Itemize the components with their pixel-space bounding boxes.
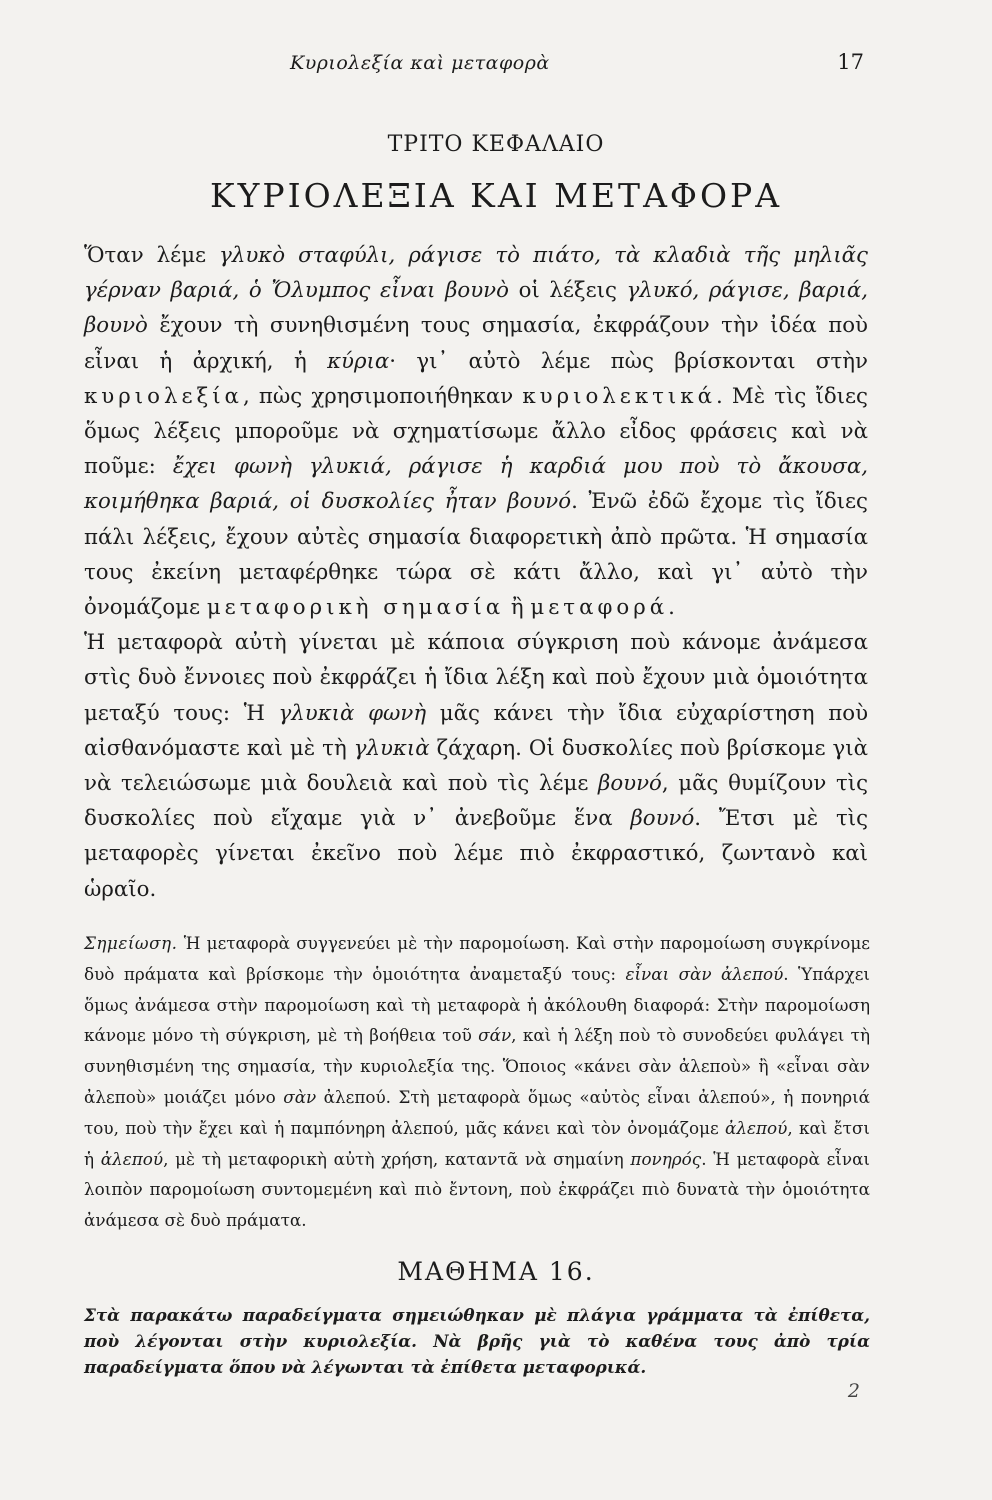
italic-span: σὰν bbox=[283, 1086, 317, 1107]
text-span: οἱ λέξεις bbox=[508, 278, 627, 304]
text-span: , καὶ ἔτσι ἡ bbox=[84, 1117, 870, 1169]
italic-span: πονηρός bbox=[630, 1148, 702, 1169]
note-label: Σημείωση. bbox=[84, 933, 178, 953]
text-span: . Ἐνῶ ἐδῶ ἔχομε τὶς ἴδιες πάλι λέξεις, ἔχουν αὐτὲς σημασία διαφορετικὴ ἀπὸ πρῶτα. Ἡ σημασία τους ἐκείνη μεταφέρθηκε τώρα σὲ κάτι ἄλλο, καὶ γι᾿ αὐτὸ τὴν ὀνομάζομε bbox=[84, 489, 868, 621]
italic-span: γλυκιὰ φωνὴ bbox=[278, 700, 427, 726]
italic-span: ἀλεπού bbox=[100, 1148, 164, 1169]
text-span: , πὼς χρησιμοποιήθηκαν bbox=[242, 383, 523, 409]
italic-span: βουνό bbox=[598, 771, 662, 797]
text-span: . Ἡ μεταφορὰ εἶναι λοιπὸν παρομοίωση συντομεμένη καὶ πιὸ ἔντονη, ποὺ ἐκφράζει πιὸ δυνατὰ τὴν ὁμοιότητα ἀνάμεσα σὲ δυὸ πράματα. bbox=[84, 1148, 870, 1231]
spaced-term: κυριολεκτικά bbox=[522, 383, 716, 409]
italic-span: εἶναι σὰν ἀλεπού bbox=[625, 963, 784, 984]
text-span: μᾶς κάνει τὴν ἴδια εὐχαρίστηση ποὺ αἰσθανόμαστε καὶ μὲ τὴ bbox=[84, 700, 869, 761]
note bbox=[84, 928, 870, 1236]
text-span: · γι᾿ αὐτὸ λέμε πὼς βρίσκονται στὴν bbox=[389, 348, 868, 374]
spaced-term: μεταφορικὴ σημασία bbox=[206, 595, 505, 621]
page-number: 17 bbox=[837, 50, 864, 74]
paragraph-2 bbox=[84, 625, 868, 907]
italic-span: ἀλεπού bbox=[725, 1117, 788, 1138]
italic-span: βουνό bbox=[630, 806, 695, 832]
italic-span: γλυκό, ράγισε, βαριά, βουνὸ bbox=[84, 278, 868, 339]
running-head: Κυριολεξία καὶ μεταφορὰ bbox=[290, 52, 550, 74]
text-span: , καὶ ἡ λέξη ποὺ τὸ συνοδεύει φυλάγει τὴ συνηθισμένη της σημασία, τὴν κυριολεξία της. Ὅποιος «κάνει σὰν ἀλεποὺ» ἢ «εἶναι σὰν ἀλεποὺ» μοιάζει μόνο bbox=[84, 1025, 870, 1107]
paragraph-1 bbox=[84, 238, 868, 625]
italic-span: ἔχει φωνὴ γλυκιά, ράγισε ἡ καρδιά μου ποὺ τὸ ἄκουσα, κοιμήθηκα βαριά, οἱ δυσκολίες ἦταν βουνό bbox=[84, 454, 868, 515]
text-span: Ὅταν λέμε bbox=[84, 243, 220, 268]
spaced-term: κυριολεξία bbox=[84, 383, 243, 409]
text-span: ζάχαρη. Οἱ δυσκολίες ποὺ βρίσκομε γιὰ νὰ τελειώσωμε μιὰ δουλειὰ καὶ ποὺ τὶς λέμε bbox=[84, 735, 869, 797]
text-span: , μὲ τὴ μεταφορικὴ αὐτὴ χρήση, καταντᾶ νὰ σημαίνη bbox=[163, 1148, 631, 1169]
text-span: Ἡ μεταφορὰ συγγενεύει μὲ τὴν παρομοίωση. Καὶ στὴν παρομοίωση συγκρίνομε δυὸ πράματα καὶ βρίσκομε τὴν ὁμοιότητα ἀναμεταξύ τους: bbox=[84, 933, 870, 984]
italic-span: γλυκὸ σταφύλι, ράγισε τὸ πιάτο, τὰ κλαδιὰ τῆς μηλιᾶς γέρναν βαριά, ὁ Ὄλυμπος εἶναι βουνὸ bbox=[84, 243, 868, 304]
lesson-instructions: Στὰ παρακάτω παραδείγματα σημειώθηκαν μὲ πλάγια γράμματα τὰ ἐπίθετα, ποὺ λέγονται στὴν κυριολεξία. Νὰ βρῆς γιὰ τὸ καθένα τους ἀπὸ τρία παραδείγματα ὅπου νὰ λέγωνται τὰ ἐπίθετα μεταφορικά. bbox=[84, 1305, 870, 1377]
text-span: ἔχουν τὴ συνηθισμένη τους σημασία, ἐκφράζουν τὴν ἰδέα ποὺ εἶναι ἡ ἀρχική, ἡ bbox=[84, 313, 868, 374]
body-text bbox=[84, 238, 868, 907]
text-span: ἀλεπού. Στὴ μεταφορὰ ὅμως «αὐτὸς εἶναι ἀλεπού», ἡ πονηριά του, ποὺ τὴν ἔχει καὶ ἡ παμπόνηρη ἀλεπού, μᾶς κάνει καὶ τὸν ὀνομάζομε bbox=[84, 1086, 870, 1138]
italic-span: κύρια bbox=[327, 348, 390, 374]
text-span: , μᾶς θυμίζουν τὶς δυσκολίες ποὺ εἴχαμε γιὰ ν᾿ ἀνεβοῦμε ἕνα bbox=[84, 771, 868, 832]
spaced-term: μεταφορά bbox=[530, 595, 669, 621]
text-span: . Μὲ τὶς ἴδιες ὅμως λέξεις μποροῦμε νὰ σχηματίσωμε ἄλλο εἶδος φράσεις καὶ νὰ ποῦμε: bbox=[84, 383, 868, 480]
text-span: Ἡ μεταφορὰ αὐτὴ γίνεται μὲ κάποια σύγκριση ποὺ κάνομε ἀνάμεσα στὶς δυὸ ἔννοιες ποὺ ἐκφράζει ἡ ἴδια λέξη καὶ ποὺ ἔχουν μιὰ ὁμοιότητα μεταξύ τους: Ἡ bbox=[84, 630, 868, 726]
text-span: ἢ bbox=[504, 595, 531, 621]
signature-mark: 2 bbox=[847, 1380, 860, 1402]
italic-span: σάν bbox=[478, 1025, 512, 1046]
italic-span: γλυκιὰ bbox=[353, 735, 430, 761]
text-span: . Ὑπάρχει ὅμως ἀνάμεσα στὴν παρομοίωση καὶ τὴ μεταφορὰ ἡ ἀκόλουθη διαφορά: Στὴν παρομοίωση κάνομε μόνο τὴ σύγκριση, μὲ τὴ βοήθεια τοῦ bbox=[84, 963, 870, 1046]
chapter-title: ΚΥΡΙΟΛΕΞΙΑ ΚΑΙ ΜΕΤΑΦΟΡΑ bbox=[209, 176, 783, 215]
lesson-title: ΜΑΘΗΜΑ 16. bbox=[397, 1257, 595, 1286]
text-span: . bbox=[668, 595, 675, 621]
chapter-label: ΤΡΙΤΟ ΚΕΦΑΛΑΙΟ bbox=[387, 132, 605, 157]
text-span: . Ἔτσι μὲ τὶς μεταφορὲς γίνεται ἐκεῖνο ποὺ λέμε πιὸ ἐκφραστικό, ζωντανὸ καὶ ὡραῖο. bbox=[84, 806, 868, 902]
